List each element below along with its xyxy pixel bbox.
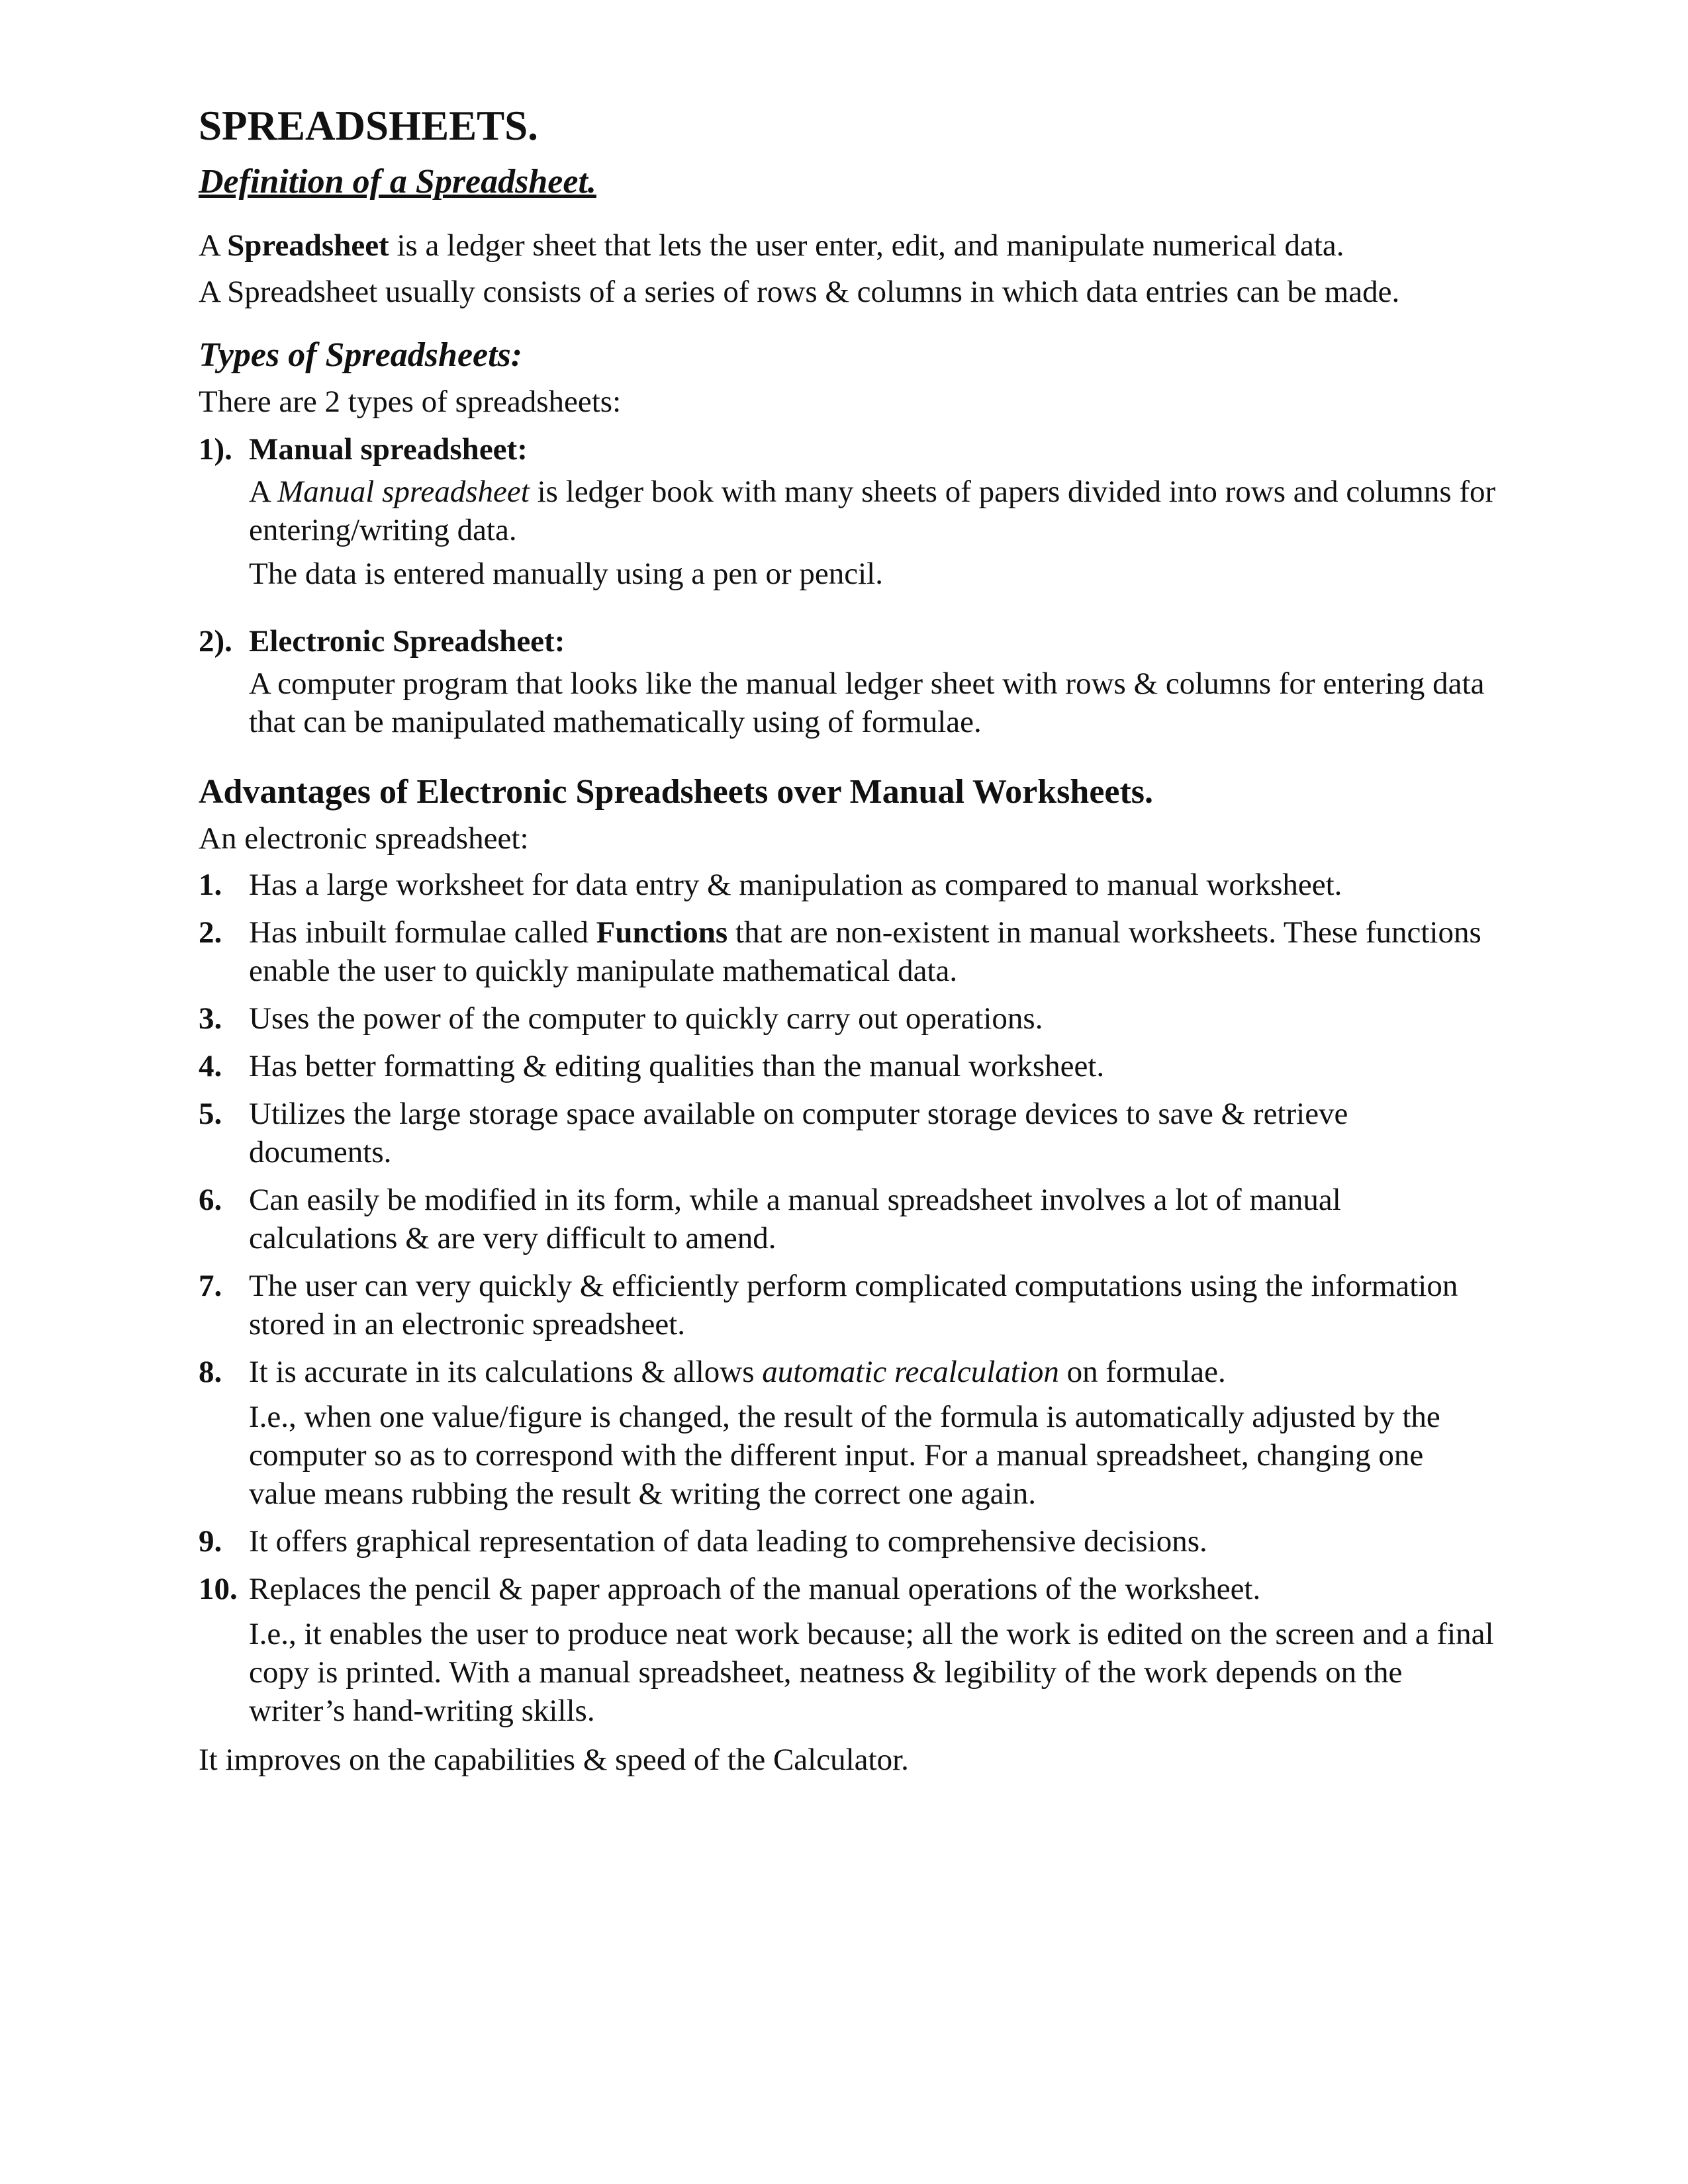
functions-term: Functions	[596, 915, 728, 950]
spreadsheet-term: Spreadsheet	[227, 228, 389, 263]
list-item: 4. Has better formatting & editing qualities than the manual worksheet.	[199, 1047, 1496, 1085]
advantages-intro: An electronic spreadsheet:	[199, 821, 529, 856]
list-number: 1.	[199, 868, 222, 902]
automatic-recalculation-term: automatic recalculation	[762, 1355, 1059, 1389]
list-number: 7.	[199, 1269, 222, 1303]
type-label: Electronic Spreadsheet:	[249, 624, 565, 659]
list-number: 2.	[199, 915, 222, 950]
type-body-2: The data is entered manually using a pen or pencil.	[249, 557, 883, 591]
type-body: A Manual spreadsheet is ledger book with many sheets of papers divided into rows and columns for entering/writing data. The data is entered manually using a pen or pencil.	[249, 473, 1496, 593]
type-item-manual	[199, 430, 1496, 593]
list-item: 5. Utilizes the large storage space available on computer storage devices to save & retrieve documents.	[199, 1095, 1496, 1171]
types-intro: There are 2 types of spreadsheets:	[199, 385, 622, 419]
list-item-extra: I.e., it enables the user to produce neat work because; all the work is edited on the screen and a final copy is printed. With a manual spreadsheet, neatness & legibility of the work depends on the writer’s hand-writing skills.	[249, 1617, 1494, 1728]
list-item: 2. Has inbuilt formulae called Functions that are non-existent in manual worksheets. These functions enable the user to quickly manipulate mathematical data.	[199, 913, 1496, 990]
list-number: 4.	[199, 1049, 222, 1083]
type-number: 2).	[199, 624, 232, 659]
definition-heading: Definition of a Spreadsheet.	[199, 163, 596, 201]
type-body: A computer program that looks like the manual ledger sheet with rows & columns for entering data that can be manipulated mathematically using of formulae.	[249, 666, 1485, 739]
document-page	[199, 99, 1496, 1787]
list-item: 7. The user can very quickly & efficiently perform complicated computations using the information stored in an electronic spreadsheet.	[199, 1267, 1496, 1343]
list-number: 10.	[199, 1572, 238, 1606]
list-number: 6.	[199, 1183, 222, 1217]
definition-line-1: A Spreadsheet is a ledger sheet that lets the user enter, edit, and manipulate numerical data.	[199, 228, 1344, 263]
list-item: 1. Has a large worksheet for data entry & manipulation as compared to manual worksheet.	[199, 866, 1496, 904]
page-title: SPREADSHEETS.	[199, 103, 538, 149]
definition-line-2: A Spreadsheet usually consists of a series of rows & columns in which data entries can be made.	[199, 275, 1400, 309]
closing-statement: It improves on the capabilities & speed of the Calculator.	[199, 1743, 909, 1777]
list-item: 6. Can easily be modified in its form, while a manual spreadsheet involves a lot of manual calculations & are very difficult to amend.	[199, 1181, 1496, 1257]
manual-spreadsheet-term: Manual spreadsheet	[277, 475, 530, 509]
type-item-electronic	[199, 622, 1496, 741]
list-item: 8. It is accurate in its calculations & allows automatic recalculation on formulae. I.e., when one value/figure is changed, the result of the formula is automatically adjusted by the computer so as to correspond with the different input. For a manual spreadsheet, changing one value means rubbing the result & writing the correct one again.	[199, 1353, 1496, 1513]
list-item: 9. It offers graphical representation of data leading to comprehensive decisions.	[199, 1522, 1496, 1561]
list-item-extra: I.e., when one value/figure is changed, the result of the formula is automatically adjusted by the computer so as to correspond with the different input. For a manual spreadsheet, changing one value means rubbing the result & writing the correct one again.	[249, 1400, 1440, 1511]
list-number: 9.	[199, 1524, 222, 1559]
list-number: 3.	[199, 1001, 222, 1036]
type-label: Manual spreadsheet:	[249, 432, 528, 467]
types-heading: Types of Spreadsheets:	[199, 336, 523, 374]
list-item: 3. Uses the power of the computer to quickly carry out operations.	[199, 999, 1496, 1038]
list-number: 5.	[199, 1097, 222, 1131]
advantages-heading: Advantages of Electronic Spreadsheets over Manual Worksheets.	[199, 773, 1154, 811]
advantages-list	[199, 866, 1496, 1730]
type-number: 1).	[199, 432, 232, 467]
list-item: 10. Replaces the pencil & paper approach of the manual operations of the worksheet. I.e., it enables the user to produce neat work because; all the work is edited on the screen and a final copy is printed. With a manual spreadsheet, neatness & legibility of the work depends on the writer’s hand-writing skills.	[199, 1570, 1496, 1730]
list-number: 8.	[199, 1355, 222, 1389]
